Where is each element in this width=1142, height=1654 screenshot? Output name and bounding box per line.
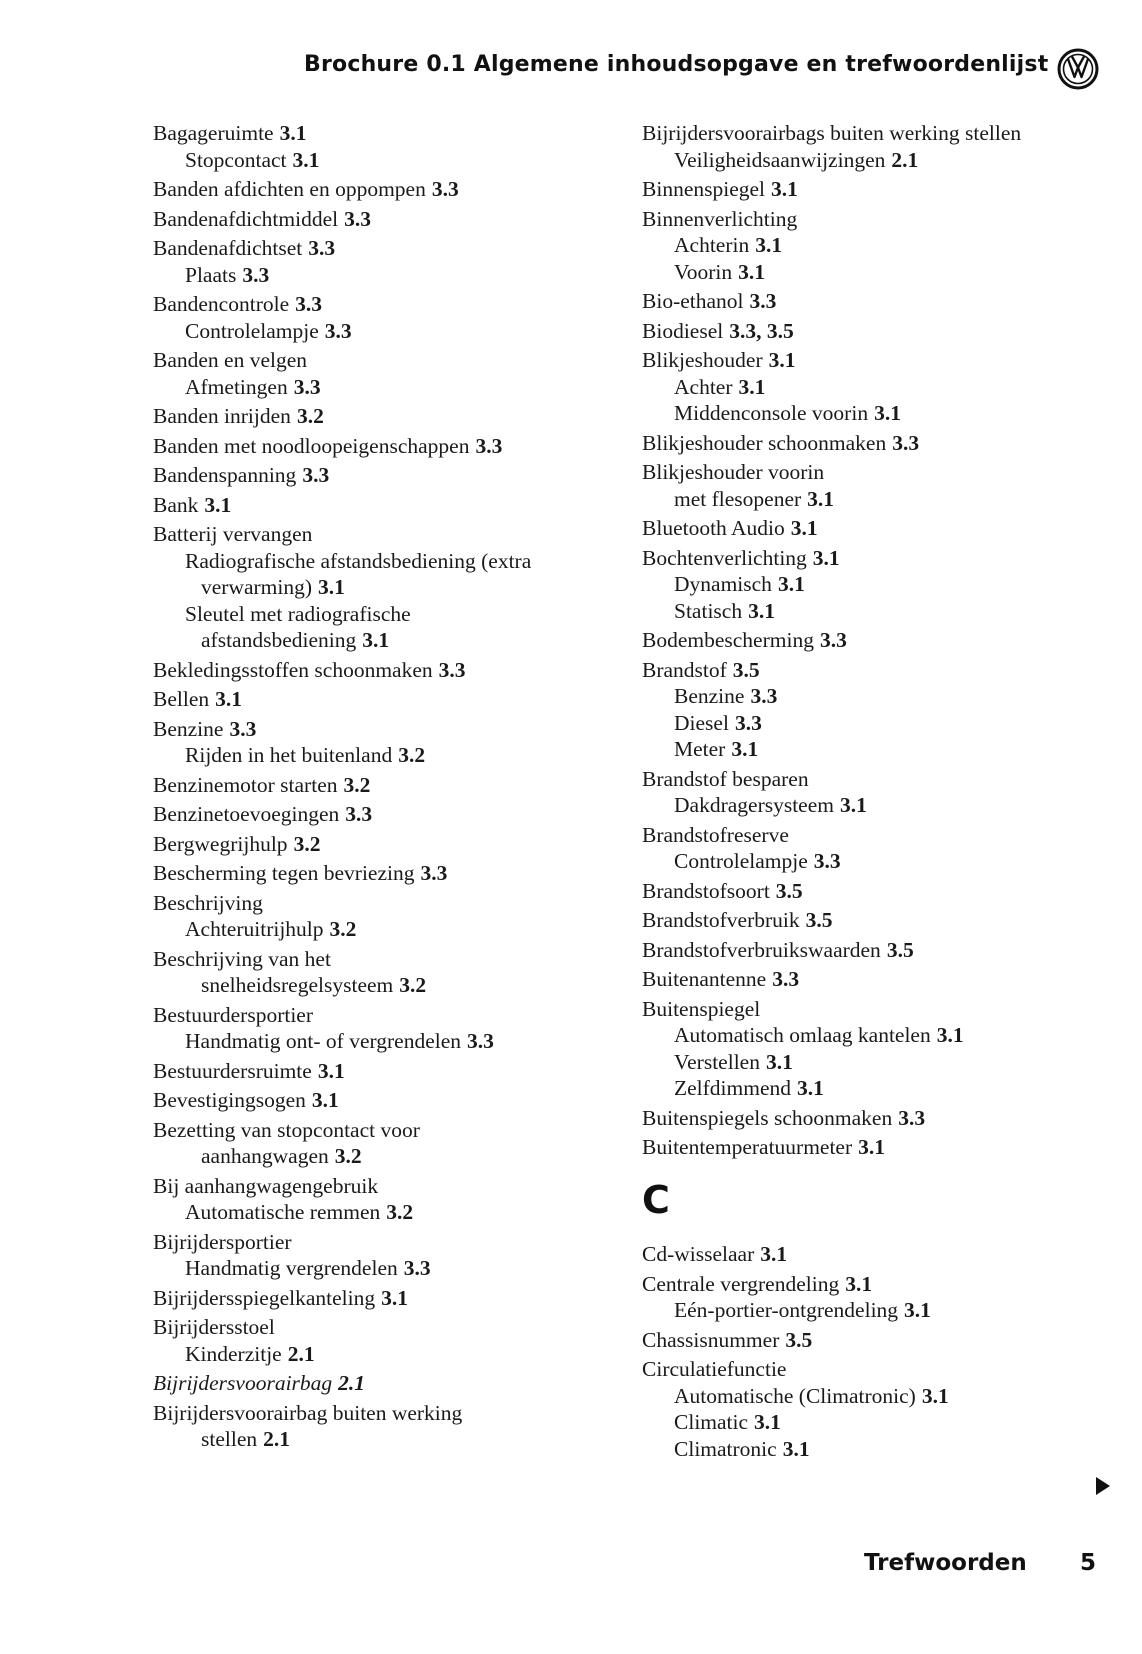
index-reference: 3.3 [308,236,336,260]
index-reference: 3.3 [324,318,352,343]
index-term: Climatronic [674,1436,777,1461]
index-reference: 3.1 [317,1058,345,1083]
index-term: Bio-ethanol [642,289,744,313]
index-entry [642,288,776,315]
index-term: Blikjeshouder [642,348,763,372]
index-reference: 3.2 [398,743,426,767]
index-term: Bijrijdersvoorairbag [153,1371,333,1395]
index-entry [674,259,765,286]
index-reference: 3.5 [886,937,914,962]
index-reference: 3.2 [399,973,427,997]
index-term: Bergwegrijhulp [153,831,288,856]
index-entry [185,374,321,401]
index-term: Controlelampje [185,318,319,343]
index-term: snelheidsregelsysteem [201,973,394,997]
index-term: Handmatig vergrendelen [185,1256,398,1280]
index-entry [153,403,324,430]
index-reference: 3.3 [403,1256,431,1280]
index-reference: 3.3 [734,710,762,735]
index-entry [153,657,466,684]
index-term: Buitenspiegels schoonmaken [642,1105,893,1130]
index-term: Brandstofverbruikswaarden [642,937,881,962]
index-entry [153,235,335,262]
index-entry [674,1075,824,1102]
index-term: Beschrijving [153,890,263,915]
index-term: Buitenspiegel [642,996,761,1021]
index-reference: 3.3 [750,684,778,708]
page-header-title: Brochure 0.1 Algemene inhoudsopgave en trefwoordenlijst [304,52,1049,77]
index-reference: 3.1 [381,1285,408,1310]
index-entry [153,831,320,858]
index-entry [201,1426,290,1453]
index-term: Afmetingen [185,374,288,399]
index-term: Rijden in het buitenland [185,743,393,767]
index-term: Brandstof besparen [642,766,809,791]
footer-section-label: Trefwoorden [864,1550,1027,1576]
index-reference: 3.1 [797,1076,824,1100]
index-term: Sleutel met radiografische [185,601,411,626]
index-entry [674,571,805,598]
index-entry [674,400,901,427]
index-entry [185,318,352,345]
index-term: Achteruitrijhulp [185,917,324,941]
index-term: Dynamisch [674,572,772,596]
page-number: 5 [1080,1550,1097,1576]
index-term: Blikjeshouder schoonmaken [642,430,887,455]
index-entry [185,548,531,575]
index-reference: 3.1 [362,628,390,652]
index-entry [674,1409,781,1436]
index-reference: 3.1 [858,1135,886,1159]
index-reference: 3.3 [898,1105,926,1130]
index-reference: 3.1 [748,598,775,623]
index-term: Verstellen [674,1049,760,1074]
index-entry [153,1285,408,1312]
index-entry [153,492,231,519]
index-term: Bandenspanning [153,463,297,487]
index-entry [185,1255,431,1282]
index-reference: 3.1 [765,1049,793,1074]
index-entry [674,598,775,625]
index-term: Bestuurdersportier [153,1002,314,1027]
index-reference: 3.1 [731,737,759,761]
index-entry [153,1400,462,1427]
index-entry [674,486,834,513]
index-reference: 3.3 [749,289,777,313]
index-term: Bagageruimte [153,121,274,145]
index-term: Meter [674,737,726,761]
index-reference: 3.5 [732,657,760,682]
index-reference: 3.1 [738,259,766,284]
index-term: Benzinetoevoegingen [153,802,340,826]
index-term: Bluetooth Audio [642,516,785,540]
index-term: Plaats [185,262,237,287]
index-entry [642,1271,872,1298]
index-term: Veiligheidsaanwijzingen [674,147,886,172]
index-term: Banden en velgen [153,348,308,372]
index-entry [153,772,370,799]
index-reference: 3.1 [768,348,796,372]
index-term: Bijrijdersvoorairbags buiten werking stellen [642,121,1022,145]
index-reference: 3.1 [936,1023,964,1047]
index-reference: 3.5 [785,1327,813,1352]
index-entry [642,937,914,964]
index-entry [153,686,242,713]
index-entry [185,262,269,289]
index-entry [674,232,782,259]
index-reference: 3.1 [318,575,345,599]
index-reference: 3.2 [386,1200,414,1224]
index-entry [642,120,1021,147]
index-entry [185,147,319,174]
index-reference: 3.1 [215,687,242,711]
index-entry [153,462,329,489]
index-term: Middenconsole voorin [674,401,869,425]
index-term: Banden afdichten en oppompen [153,177,426,201]
index-term: Circulatiefunctie [642,1357,787,1381]
index-term: Bellen [153,687,210,711]
index-entry [153,1087,339,1114]
index-term: Voorin [674,259,733,284]
index-entry [674,792,867,819]
index-entry [153,716,256,743]
index-term: Benzine [674,684,745,708]
index-reference: 3.3 [229,716,257,741]
index-entry [153,206,371,233]
index-reference: 3.3 [242,262,270,287]
index-entry [642,822,789,849]
index-entry [642,1134,885,1161]
index-entry [185,1341,315,1368]
index-reference: 3.3 [302,463,330,487]
index-entry [642,1327,812,1354]
index-term: Bijrijdersstoel [153,1315,275,1339]
index-entry [201,574,345,601]
index-term: Benzine [153,716,224,741]
index-entry [674,1383,949,1410]
index-term: Binnenverlichting [642,206,798,231]
index-entry [674,374,765,401]
index-entry [642,1241,787,1268]
index-reference: 3.5 [805,908,833,932]
index-reference: 3.2 [334,1144,362,1168]
index-reference: 3.2 [329,917,357,941]
index-entry [642,1356,786,1383]
index-entry [642,627,847,654]
index-term: Handmatig ont- of vergrendelen [185,1029,462,1053]
index-reference: 3.2 [296,404,324,428]
index-reference: 3.3 [438,657,466,682]
index-reference: 3.3 [295,292,322,316]
index-entry [153,1173,378,1200]
index-term: Bandencontrole [153,292,290,316]
index-entry [153,1002,313,1029]
index-entry [642,206,797,233]
index-reference: 3.1 [782,1436,810,1461]
index-entry [674,683,777,710]
index-entry [185,601,411,628]
index-term: Bezetting van stopcontact voor [153,1117,420,1142]
index-reference: 3.3 [293,374,321,399]
index-entry [153,1117,420,1144]
index-entry [185,916,356,943]
index-term: Buitenantenne [642,967,767,991]
index-reference: 3.3 [467,1029,494,1053]
index-term: Stopcontact [185,147,287,172]
index-term: Bijrijdersvoorairbag buiten werking [153,1400,463,1425]
index-entry [185,1028,494,1055]
index-reference: 3.1 [904,1298,931,1322]
index-reference: 2.1 [263,1427,290,1451]
index-reference: 3.5 [775,878,803,903]
index-term: verwarming) [201,575,313,599]
index-entry [642,515,818,542]
continue-arrow-icon [1096,1477,1110,1495]
index-entry [153,347,307,374]
index-reference: 3.3 [345,802,373,826]
index-entry [674,1049,793,1076]
index-entry [674,1022,964,1049]
index-entry [674,1297,931,1324]
index-reference: 3.3 [813,849,841,873]
index-reference: 3.2 [293,831,321,856]
index-entry [642,176,798,203]
index-term: Climatic [674,1410,749,1434]
index-entry [153,946,331,973]
index-entry [674,736,758,763]
index-term: Controlelampje [674,849,808,873]
index-term: Buitentemperatuurmeter [642,1135,853,1159]
index-term: Automatisch omlaag kantelen [674,1023,931,1047]
index-term: Eén-portier-ontgrendeling [674,1298,899,1322]
index-term: Bandenafdichtmiddel [153,206,339,231]
index-term: Bandenafdichtset [153,236,303,260]
index-entry [642,878,803,905]
index-term: Bijrijdersspiegelkanteling [153,1285,376,1310]
index-term: met flesopener [674,486,802,511]
index-entry [153,433,502,460]
index-term: Brandstofverbruik [642,908,800,932]
index-reference: 3.1 [874,401,901,425]
vw-logo-icon [1057,48,1099,90]
index-term: Biodiesel [642,318,724,343]
index-reference: 3.1 [311,1088,339,1112]
index-reference: 3.1 [755,233,783,257]
index-term: Brandstof [642,657,727,682]
index-reference: 3.1 [812,545,840,570]
index-reference: 3.3 [772,967,800,991]
index-entry [674,848,841,875]
index-reference: 3.1 [845,1271,873,1296]
index-term: Batterij vervangen [153,522,313,546]
index-entry [642,907,833,934]
index-term: Cd-wisselaar [642,1242,755,1266]
index-entry [153,176,459,203]
index-entry [153,1058,345,1085]
index-reference: 3.1 [777,572,805,596]
index-entry [674,710,762,737]
index-reference: 3.1 [760,1242,788,1266]
index-entry [642,1105,925,1132]
index-entry [153,890,263,917]
index-entry [642,459,824,486]
index-reference: 3.1 [754,1410,781,1434]
index-term: Zelfdimmend [674,1076,792,1100]
index-reference: 3.1 [279,121,307,145]
index-term: Bodembescherming [642,628,814,652]
index-reference: 3.3 [344,206,371,231]
index-term: Dakdragersysteem [674,793,834,817]
index-term: Binnenspiegel [642,177,766,201]
index-reference: 3.1 [921,1383,949,1408]
index-term: Automatische (Climatronic) [674,1383,916,1408]
index-entry [153,291,322,318]
index-term: Banden met noodloopeigenschappen [153,433,470,458]
index-reference: 3.1 [738,374,766,399]
index-term: Chassisnummer [642,1327,780,1352]
index-reference: 3.3 [892,430,920,455]
index-term: Brandstofsoort [642,878,770,903]
index-term: Bochtenverlichting [642,545,807,570]
index-term: Bestuurdersruimte [153,1058,312,1083]
index-term: Banden inrijden [153,404,291,428]
index-term: Bank [153,492,199,517]
index-term: Bescherming tegen bevriezing [153,861,415,885]
index-term: Diesel [674,710,729,735]
index-term: Achterin [674,233,750,257]
index-entry [153,1314,275,1341]
index-term: Centrale vergrendeling [642,1271,840,1296]
index-reference: 3.3 [431,177,459,201]
index-reference: 3.1 [292,147,320,172]
index-reference: 2.1 [287,1341,315,1366]
index-entry [153,521,312,548]
index-reference: 3.1 [790,516,818,540]
index-entry [185,1199,413,1226]
index-term: afstandsbediening [201,628,357,652]
index-entry [642,657,760,684]
index-term: Achter [674,374,733,399]
index-term: Kinderzitje [185,1341,282,1366]
index-reference: 3.1 [840,793,867,817]
index-entry [153,1370,365,1397]
index-reference: 3.3 [475,433,503,458]
index-term: Automatische remmen [185,1200,381,1224]
index-term: Bij aanhangwagengebruik [153,1173,379,1198]
index-entry [642,766,809,793]
index-term: Brandstofreserve [642,822,789,847]
index-term: Radiografische afstandsbediening (extra [185,548,532,573]
index-term: Bijrijdersportier [153,1229,292,1254]
section-letter-heading: C [642,1178,670,1222]
index-reference: 2.1 [891,147,919,172]
index-reference: 3.3 [420,861,448,885]
index-entry [185,742,425,769]
index-term: Statisch [674,598,743,623]
index-reference: 2.1 [338,1371,366,1395]
index-entry [201,627,389,654]
index-entry [674,147,918,174]
index-entry [201,972,426,999]
index-entry [153,860,447,887]
index-entry [642,430,919,457]
index-reference: 3.3 [819,628,847,652]
index-term: Benzinemotor starten [153,772,338,797]
index-entry [642,347,796,374]
index-entry [642,966,799,993]
index-entry [201,1143,362,1170]
index-entry [642,996,760,1023]
index-entry [642,545,840,572]
index-reference: 3.1 [807,486,835,511]
index-reference: 3.3, 3.5 [729,318,794,343]
index-reference: 3.1 [204,492,232,517]
index-entry [153,120,306,147]
index-term: stellen [201,1427,258,1451]
index-reference: 3.1 [771,177,798,201]
index-entry [642,318,794,345]
index-entry [153,1229,292,1256]
index-term: Bevestigingsogen [153,1088,306,1112]
index-term: Beschrijving van het [153,946,331,971]
index-reference: 3.2 [343,772,371,797]
index-term: Blikjeshouder voorin [642,460,825,484]
index-entry [153,801,372,828]
index-entry [674,1436,810,1463]
index-term: Bekledingsstoffen schoonmaken [153,657,433,682]
index-term: aanhangwagen [201,1144,329,1168]
